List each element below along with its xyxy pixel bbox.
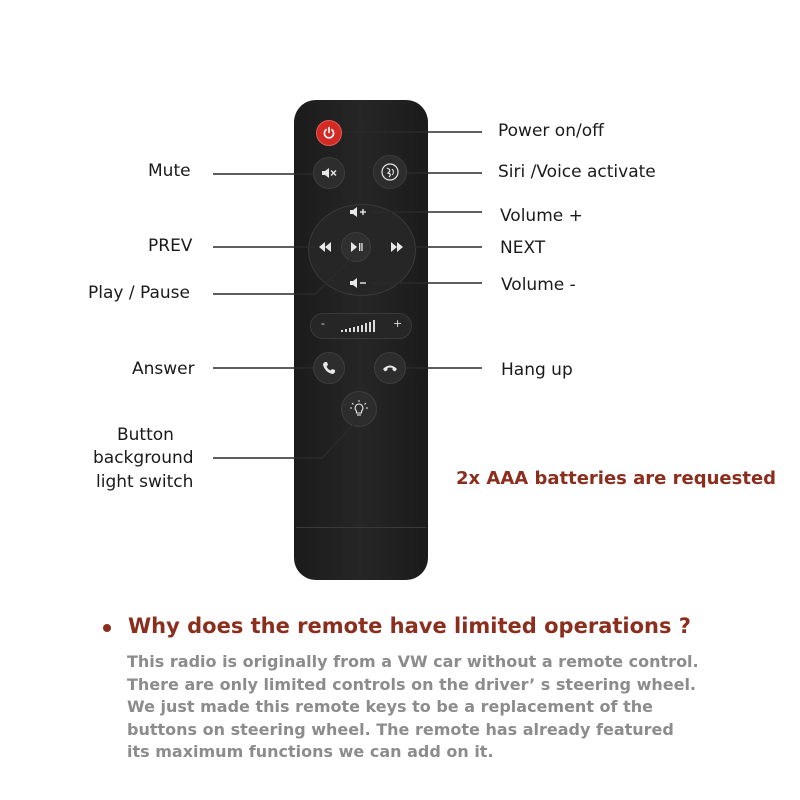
hang-up-button[interactable]	[374, 352, 406, 384]
label-mute: Mute	[148, 161, 191, 181]
volume-slider[interactable]	[310, 313, 412, 339]
volume-up-button[interactable]	[346, 203, 372, 221]
power-icon	[322, 126, 336, 140]
faq-bullet	[103, 624, 111, 632]
label-volume-up: Volume +	[500, 206, 583, 226]
label-light-switch-3: light switch	[96, 472, 194, 492]
volume-down-button[interactable]	[346, 274, 372, 292]
battery-note: 2x AAA batteries are requested	[456, 468, 777, 489]
voice-icon	[380, 162, 400, 182]
label-light-switch-2: background	[93, 448, 194, 468]
remote-seam	[296, 527, 426, 528]
siri-button[interactable]	[373, 155, 407, 189]
light-switch-button[interactable]	[341, 391, 377, 427]
label-hang-up: Hang up	[501, 360, 573, 380]
slider-minus: -	[321, 317, 325, 330]
mute-button[interactable]	[313, 157, 345, 189]
faq-answer-line: There are only limited controls on the driver’ s steering wheel.	[127, 674, 696, 694]
mute-icon	[321, 167, 337, 179]
faq-answer-line: This radio is originally from a VW car without a remote control.	[127, 652, 699, 671]
faq-question: Why does the remote have limited operations ?	[128, 614, 691, 638]
previous-icon	[318, 242, 332, 252]
label-siri: Siri /Voice activate	[498, 162, 656, 182]
volume-level-bars	[341, 320, 377, 332]
volume-down-icon	[349, 277, 369, 289]
next-icon	[390, 242, 404, 252]
previous-button[interactable]	[313, 238, 337, 256]
label-light-switch-1: Button	[117, 425, 174, 445]
phone-hangup-icon	[382, 363, 398, 373]
faq-answer	[127, 651, 767, 764]
play-pause-button[interactable]	[341, 232, 371, 262]
label-power: Power on/off	[498, 121, 604, 141]
label-next: NEXT	[500, 238, 546, 258]
label-answer: Answer	[132, 359, 195, 379]
label-prev: PREV	[148, 236, 193, 256]
faq-answer-line: its maximum functions we can add on it.	[127, 742, 494, 761]
power-button[interactable]	[316, 120, 342, 146]
volume-up-icon	[349, 206, 369, 218]
play-pause-icon	[349, 242, 363, 252]
light-bulb-icon	[349, 399, 369, 419]
label-volume-down: Volume -	[501, 275, 576, 295]
phone-answer-icon	[322, 361, 336, 375]
label-play-pause: Play / Pause	[88, 283, 190, 303]
answer-button[interactable]	[313, 352, 345, 384]
faq-answer-line: We just made this remote keys to be a replacement of the	[127, 697, 653, 716]
faq-answer-line: buttons on steering wheel. The remote has already featured	[127, 719, 674, 739]
next-button[interactable]	[385, 238, 409, 256]
slider-plus: +	[393, 317, 403, 330]
